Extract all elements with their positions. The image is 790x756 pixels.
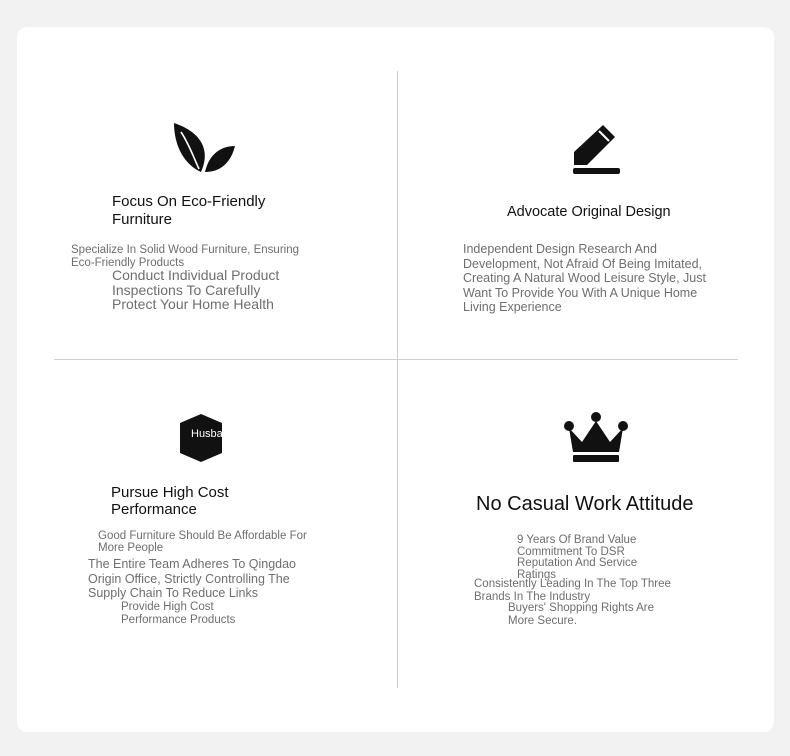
badge-text: Husba [191,428,223,440]
shield-badge-icon [179,413,223,463]
vertical-divider [397,71,398,688]
feature-desc-line: Good Furniture Should Be Affordable For More People [98,530,307,554]
feature-desc-line: Provide High Cost Performance Products [121,601,236,626]
pencil-edit-icon [572,123,622,175]
feature-desc-line: Independent Design Research And Development, Not Afraid Of Being Imitated, Creating A Natural Wood Leisure Style, Just Want To Provide You With A Unique Home Living Experience [463,242,706,314]
feature-desc-line: Conduct Individual Product Inspections To Carefully Protect Your Home Health [112,267,280,312]
feature-title-cost-performance: Pursue High Cost Performance [111,484,229,518]
feature-title-work-attitude: No Casual Work Attitude [476,493,694,515]
feature-desc-line: Consistently Leading In The Top Three Brands In The Industry [474,578,671,603]
horizontal-divider [54,359,738,360]
feature-desc-line: 9 Years Of Brand Value Commitment To DSR Reputation And Service Ratings [517,534,638,581]
feature-title-eco-friendly: Focus On Eco-Friendly Furniture [112,193,266,228]
crown-icon [563,412,629,464]
feature-title-original-design: Advocate Original Design [507,204,671,220]
feature-desc-line: Specialize In Solid Wood Furniture, Ensuring Eco-Friendly Products [71,244,299,269]
leaves-icon [171,122,237,174]
feature-desc-line: The Entire Team Adheres To Qingdao Origin Office, Strictly Controlling The Supply Chain To Reduce Links [88,557,297,600]
feature-desc-line: Buyers' Shopping Rights Are More Secure. [508,602,655,627]
